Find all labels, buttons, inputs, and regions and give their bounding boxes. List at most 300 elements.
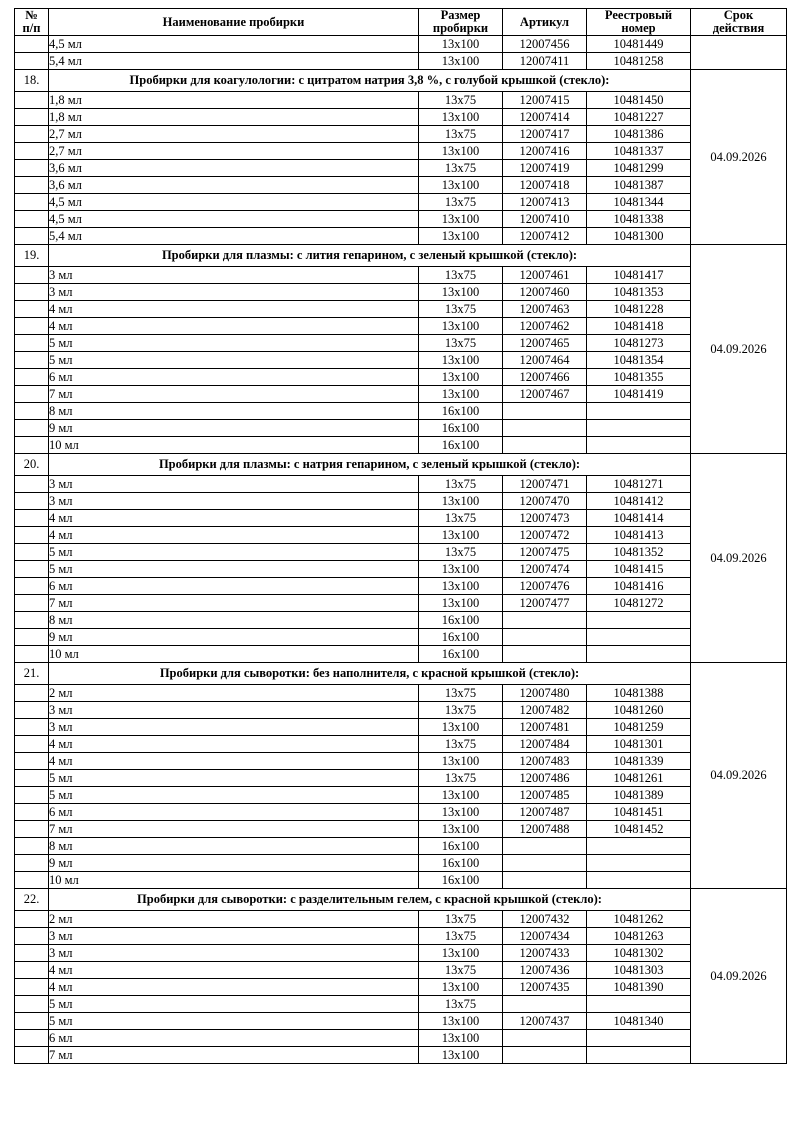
registry-number: [587, 420, 691, 437]
tube-size: 16х100: [419, 437, 503, 454]
tube-size: 16х100: [419, 872, 503, 889]
table-row: [15, 1047, 787, 1064]
table-row: [15, 996, 787, 1013]
table-row: [15, 685, 787, 702]
row-number: [15, 544, 49, 561]
tube-volume: 7 мл: [49, 595, 419, 612]
registry-number: [587, 1030, 691, 1047]
article-number: 12007466: [503, 369, 587, 386]
table-row: [15, 352, 787, 369]
registry-number: 10481413: [587, 527, 691, 544]
article-number: 12007485: [503, 787, 587, 804]
tube-size: 13х100: [419, 36, 503, 53]
table-row: [15, 403, 787, 420]
article-number: [503, 1030, 587, 1047]
article-number: 12007488: [503, 821, 587, 838]
tube-volume: 7 мл: [49, 821, 419, 838]
tube-size: 13х75: [419, 335, 503, 352]
registry-number: 10481228: [587, 301, 691, 318]
table-row: [15, 92, 787, 109]
registry-number: 10481227: [587, 109, 691, 126]
article-number: [503, 1047, 587, 1064]
tube-volume: 3,6 мл: [49, 177, 419, 194]
article-number: 12007465: [503, 335, 587, 352]
group-number: 22.: [15, 889, 49, 911]
registry-number: 10481299: [587, 160, 691, 177]
row-number: [15, 267, 49, 284]
registry-number: 10481388: [587, 685, 691, 702]
table-row: [15, 527, 787, 544]
article-number: 12007410: [503, 211, 587, 228]
registry-number: 10481353: [587, 284, 691, 301]
article-number: 12007473: [503, 510, 587, 527]
column-header-number-line2: п/п: [22, 21, 41, 36]
table-row: [15, 928, 787, 945]
row-number: [15, 437, 49, 454]
tube-size: 16х100: [419, 838, 503, 855]
table-row: [15, 36, 787, 53]
tube-volume: 9 мл: [49, 855, 419, 872]
article-number: [503, 996, 587, 1013]
column-header-term: [691, 9, 787, 36]
tube-volume: 3 мл: [49, 493, 419, 510]
tube-size: 13х100: [419, 804, 503, 821]
row-number: [15, 527, 49, 544]
tube-size: 13х100: [419, 369, 503, 386]
table-row: [15, 804, 787, 821]
validity-term: [691, 36, 787, 70]
tube-volume: 6 мл: [49, 1030, 419, 1047]
registry-number: 10481340: [587, 1013, 691, 1030]
tube-size: 13х75: [419, 544, 503, 561]
table-row: [15, 301, 787, 318]
column-header-registry-line2: номер: [621, 21, 656, 36]
article-number: [503, 838, 587, 855]
row-number: [15, 1047, 49, 1064]
tube-size: 13х75: [419, 928, 503, 945]
article-number: 12007456: [503, 36, 587, 53]
row-number: [15, 510, 49, 527]
table-row: [15, 1013, 787, 1030]
tube-size: 13х75: [419, 476, 503, 493]
tube-size: 16х100: [419, 403, 503, 420]
tube-volume: 4,5 мл: [49, 211, 419, 228]
table-row: [15, 595, 787, 612]
article-number: [503, 420, 587, 437]
tube-size: 13х100: [419, 53, 503, 70]
article-number: 12007411: [503, 53, 587, 70]
article-number: [503, 855, 587, 872]
article-number: 12007474: [503, 561, 587, 578]
row-number: [15, 770, 49, 787]
tube-volume: 3,6 мл: [49, 160, 419, 177]
registry-number: 10481412: [587, 493, 691, 510]
tube-volume: 4 мл: [49, 979, 419, 996]
article-number: 12007436: [503, 962, 587, 979]
tube-size: 13х75: [419, 267, 503, 284]
tube-size: 13х100: [419, 143, 503, 160]
tube-size: 13х100: [419, 1047, 503, 1064]
tube-size: 13х100: [419, 284, 503, 301]
registry-number: [587, 437, 691, 454]
row-number: [15, 318, 49, 335]
registry-number: 10481262: [587, 911, 691, 928]
table-group-row: [15, 889, 787, 911]
registry-number: [587, 838, 691, 855]
tube-size: 13х75: [419, 194, 503, 211]
table-row: [15, 284, 787, 301]
tube-volume: 4 мл: [49, 301, 419, 318]
row-number: [15, 53, 49, 70]
table-row: [15, 979, 787, 996]
tube-size: 13х100: [419, 527, 503, 544]
tube-volume: 5 мл: [49, 352, 419, 369]
tube-volume: 5 мл: [49, 544, 419, 561]
table-row: [15, 612, 787, 629]
row-number: [15, 578, 49, 595]
registry-number: 10481259: [587, 719, 691, 736]
tube-volume: 5 мл: [49, 561, 419, 578]
row-number: [15, 945, 49, 962]
table-row: [15, 228, 787, 245]
row-number: [15, 561, 49, 578]
article-number: [503, 646, 587, 663]
row-number: [15, 911, 49, 928]
row-number: [15, 143, 49, 160]
registry-number: 10481302: [587, 945, 691, 962]
row-number: [15, 702, 49, 719]
registry-number: 10481416: [587, 578, 691, 595]
table-row: [15, 770, 787, 787]
registry-number: 10481449: [587, 36, 691, 53]
table-row: [15, 420, 787, 437]
row-number: [15, 352, 49, 369]
table-row: [15, 629, 787, 646]
tube-size: 13х100: [419, 787, 503, 804]
table-row: [15, 753, 787, 770]
group-title: Пробирки для сыворотки: без наполнителя, с красной крышкой (стекло):: [49, 663, 691, 685]
validity-term: 04.09.2026: [691, 454, 787, 663]
column-header-size-line1: Размер: [440, 8, 481, 22]
article-number: [503, 612, 587, 629]
table-row: [15, 736, 787, 753]
table-row: [15, 437, 787, 454]
table-row: [15, 510, 787, 527]
row-number: [15, 1013, 49, 1030]
article-number: 12007432: [503, 911, 587, 928]
validity-term: 04.09.2026: [691, 889, 787, 1064]
tube-volume: 6 мл: [49, 578, 419, 595]
table-row: [15, 177, 787, 194]
tube-size: 13х75: [419, 770, 503, 787]
table-row: [15, 719, 787, 736]
registry-number: 10481258: [587, 53, 691, 70]
tube-size: 16х100: [419, 646, 503, 663]
article-number: 12007484: [503, 736, 587, 753]
registry-number: 10481450: [587, 92, 691, 109]
tube-volume: 3 мл: [49, 928, 419, 945]
column-header-registry: [587, 9, 691, 36]
tube-volume: 4 мл: [49, 527, 419, 544]
tube-size: 13х100: [419, 945, 503, 962]
row-number: [15, 787, 49, 804]
tube-volume: 9 мл: [49, 629, 419, 646]
row-number: [15, 228, 49, 245]
table-row: [15, 945, 787, 962]
tube-volume: 5 мл: [49, 335, 419, 352]
row-number: [15, 736, 49, 753]
registry-number: [587, 612, 691, 629]
article-number: 12007467: [503, 386, 587, 403]
column-header-size: [419, 9, 503, 36]
column-header-registry-line1: Реестровый: [604, 8, 673, 22]
tube-volume: 4 мл: [49, 962, 419, 979]
registry-number: 10481301: [587, 736, 691, 753]
tube-size: 16х100: [419, 629, 503, 646]
tube-size: 13х100: [419, 753, 503, 770]
article-number: 12007419: [503, 160, 587, 177]
article-number: 12007433: [503, 945, 587, 962]
registry-number: 10481387: [587, 177, 691, 194]
table-row: [15, 109, 787, 126]
table-row: [15, 53, 787, 70]
tube-volume: 2,7 мл: [49, 126, 419, 143]
tube-size: 13х75: [419, 301, 503, 318]
row-number: [15, 92, 49, 109]
article-number: 12007461: [503, 267, 587, 284]
tube-volume: 5,4 мл: [49, 53, 419, 70]
tube-volume: 4 мл: [49, 318, 419, 335]
row-number: [15, 629, 49, 646]
article-number: 12007412: [503, 228, 587, 245]
tube-size: 13х100: [419, 821, 503, 838]
registry-number: 10481339: [587, 753, 691, 770]
tube-volume: 4,5 мл: [49, 194, 419, 211]
table-group-row: [15, 245, 787, 267]
row-number: [15, 1030, 49, 1047]
registry-number: [587, 629, 691, 646]
registry-number: 10481337: [587, 143, 691, 160]
row-number: [15, 595, 49, 612]
tube-volume: 7 мл: [49, 386, 419, 403]
tube-size: 13х75: [419, 685, 503, 702]
article-number: 12007462: [503, 318, 587, 335]
tube-size: 16х100: [419, 612, 503, 629]
tube-size: 13х100: [419, 578, 503, 595]
column-header-size-line2: пробирки: [432, 21, 489, 36]
registry-number: [587, 872, 691, 889]
tube-volume: 7 мл: [49, 1047, 419, 1064]
row-number: [15, 928, 49, 945]
tube-size: 13х100: [419, 719, 503, 736]
article-number: 12007413: [503, 194, 587, 211]
row-number: [15, 403, 49, 420]
tube-size: 13х100: [419, 352, 503, 369]
tube-size: 13х100: [419, 386, 503, 403]
registry-number: 10481418: [587, 318, 691, 335]
registry-number: 10481263: [587, 928, 691, 945]
table-row: [15, 1030, 787, 1047]
tube-size: 16х100: [419, 420, 503, 437]
tube-volume: 4 мл: [49, 510, 419, 527]
tube-volume: 1,8 мл: [49, 109, 419, 126]
table-row: [15, 126, 787, 143]
tube-volume: 3 мл: [49, 267, 419, 284]
group-title: Пробирки для коагулологии: с цитратом натрия 3,8 %, с голубой крышкой (стекло):: [49, 70, 691, 92]
column-header-number: [15, 9, 49, 36]
row-number: [15, 160, 49, 177]
table-row: [15, 962, 787, 979]
tube-volume: 2 мл: [49, 685, 419, 702]
article-number: 12007480: [503, 685, 587, 702]
row-number: [15, 386, 49, 403]
row-number: [15, 335, 49, 352]
registry-number: 10481452: [587, 821, 691, 838]
table-row: [15, 160, 787, 177]
tube-volume: 2,7 мл: [49, 143, 419, 160]
tube-volume: 6 мл: [49, 804, 419, 821]
article-number: 12007416: [503, 143, 587, 160]
tube-volume: 8 мл: [49, 612, 419, 629]
tube-size: 13х75: [419, 962, 503, 979]
article-number: 12007434: [503, 928, 587, 945]
tube-volume: 1,8 мл: [49, 92, 419, 109]
article-number: 12007417: [503, 126, 587, 143]
tube-volume: 3 мл: [49, 702, 419, 719]
article-number: [503, 872, 587, 889]
tube-size: 13х100: [419, 1013, 503, 1030]
group-number: 21.: [15, 663, 49, 685]
table-row: [15, 787, 787, 804]
column-header-term-line2: действия: [712, 21, 765, 36]
row-number: [15, 719, 49, 736]
tube-volume: 5 мл: [49, 787, 419, 804]
tube-volume: 8 мл: [49, 838, 419, 855]
article-number: [503, 629, 587, 646]
row-number: [15, 211, 49, 228]
column-header-term-line1: Срок: [723, 8, 754, 22]
table-row: [15, 561, 787, 578]
tube-specification-table: [14, 8, 787, 1064]
group-number: 20.: [15, 454, 49, 476]
registry-number: 10481355: [587, 369, 691, 386]
tube-size: 13х100: [419, 979, 503, 996]
tube-size: 13х75: [419, 126, 503, 143]
registry-number: 10481271: [587, 476, 691, 493]
table-row: [15, 386, 787, 403]
row-number: [15, 872, 49, 889]
tube-size: 13х100: [419, 109, 503, 126]
article-number: 12007477: [503, 595, 587, 612]
registry-number: 10481273: [587, 335, 691, 352]
registry-number: 10481354: [587, 352, 691, 369]
registry-number: 10481303: [587, 962, 691, 979]
table-group-row: [15, 663, 787, 685]
tube-volume: 3 мл: [49, 945, 419, 962]
registry-number: 10481344: [587, 194, 691, 211]
article-number: 12007472: [503, 527, 587, 544]
article-number: 12007470: [503, 493, 587, 510]
table-body: [15, 36, 787, 1064]
table-row: [15, 369, 787, 386]
row-number: [15, 685, 49, 702]
article-number: 12007460: [503, 284, 587, 301]
tube-volume: 4,5 мл: [49, 36, 419, 53]
table-row: [15, 267, 787, 284]
group-number: 18.: [15, 70, 49, 92]
tube-volume: 5 мл: [49, 770, 419, 787]
registry-number: 10481338: [587, 211, 691, 228]
tube-size: 13х75: [419, 510, 503, 527]
table-group-row: [15, 70, 787, 92]
group-number: 19.: [15, 245, 49, 267]
registry-number: 10481390: [587, 979, 691, 996]
table-row: [15, 838, 787, 855]
article-number: 12007475: [503, 544, 587, 561]
table-row: [15, 578, 787, 595]
registry-number: [587, 1047, 691, 1064]
article-number: 12007414: [503, 109, 587, 126]
tube-size: 16х100: [419, 855, 503, 872]
tube-volume: 10 мл: [49, 872, 419, 889]
registry-number: 10481414: [587, 510, 691, 527]
article-number: 12007418: [503, 177, 587, 194]
tube-volume: 4 мл: [49, 736, 419, 753]
registry-number: 10481419: [587, 386, 691, 403]
row-number: [15, 804, 49, 821]
tube-volume: 5 мл: [49, 996, 419, 1013]
table-row: [15, 335, 787, 352]
tube-volume: 4 мл: [49, 753, 419, 770]
row-number: [15, 194, 49, 211]
tube-size: 13х75: [419, 702, 503, 719]
registry-number: 10481386: [587, 126, 691, 143]
article-number: 12007482: [503, 702, 587, 719]
tube-size: 13х100: [419, 177, 503, 194]
row-number: [15, 493, 49, 510]
article-number: 12007481: [503, 719, 587, 736]
registry-number: [587, 855, 691, 872]
row-number: [15, 646, 49, 663]
validity-term: 04.09.2026: [691, 663, 787, 889]
tube-volume: 8 мл: [49, 403, 419, 420]
table-row: [15, 318, 787, 335]
row-number: [15, 838, 49, 855]
article-number: 12007463: [503, 301, 587, 318]
row-number: [15, 962, 49, 979]
table-row: [15, 646, 787, 663]
registry-number: 10481389: [587, 787, 691, 804]
article-number: 12007483: [503, 753, 587, 770]
article-number: 12007435: [503, 979, 587, 996]
article-number: 12007476: [503, 578, 587, 595]
table-header: [15, 9, 787, 36]
article-number: 12007471: [503, 476, 587, 493]
registry-number: 10481352: [587, 544, 691, 561]
group-title: Пробирки для сыворотки: с разделительным гелем, с красной крышкой (стекло):: [49, 889, 691, 911]
column-header-article: Артикул: [503, 9, 587, 36]
registry-number: 10481272: [587, 595, 691, 612]
table-row: [15, 194, 787, 211]
row-number: [15, 369, 49, 386]
table-row: [15, 493, 787, 510]
table-row: [15, 872, 787, 889]
tube-volume: 5,4 мл: [49, 228, 419, 245]
tube-size: 13х100: [419, 318, 503, 335]
registry-number: 10481300: [587, 228, 691, 245]
validity-term: 04.09.2026: [691, 245, 787, 454]
registry-number: 10481261: [587, 770, 691, 787]
